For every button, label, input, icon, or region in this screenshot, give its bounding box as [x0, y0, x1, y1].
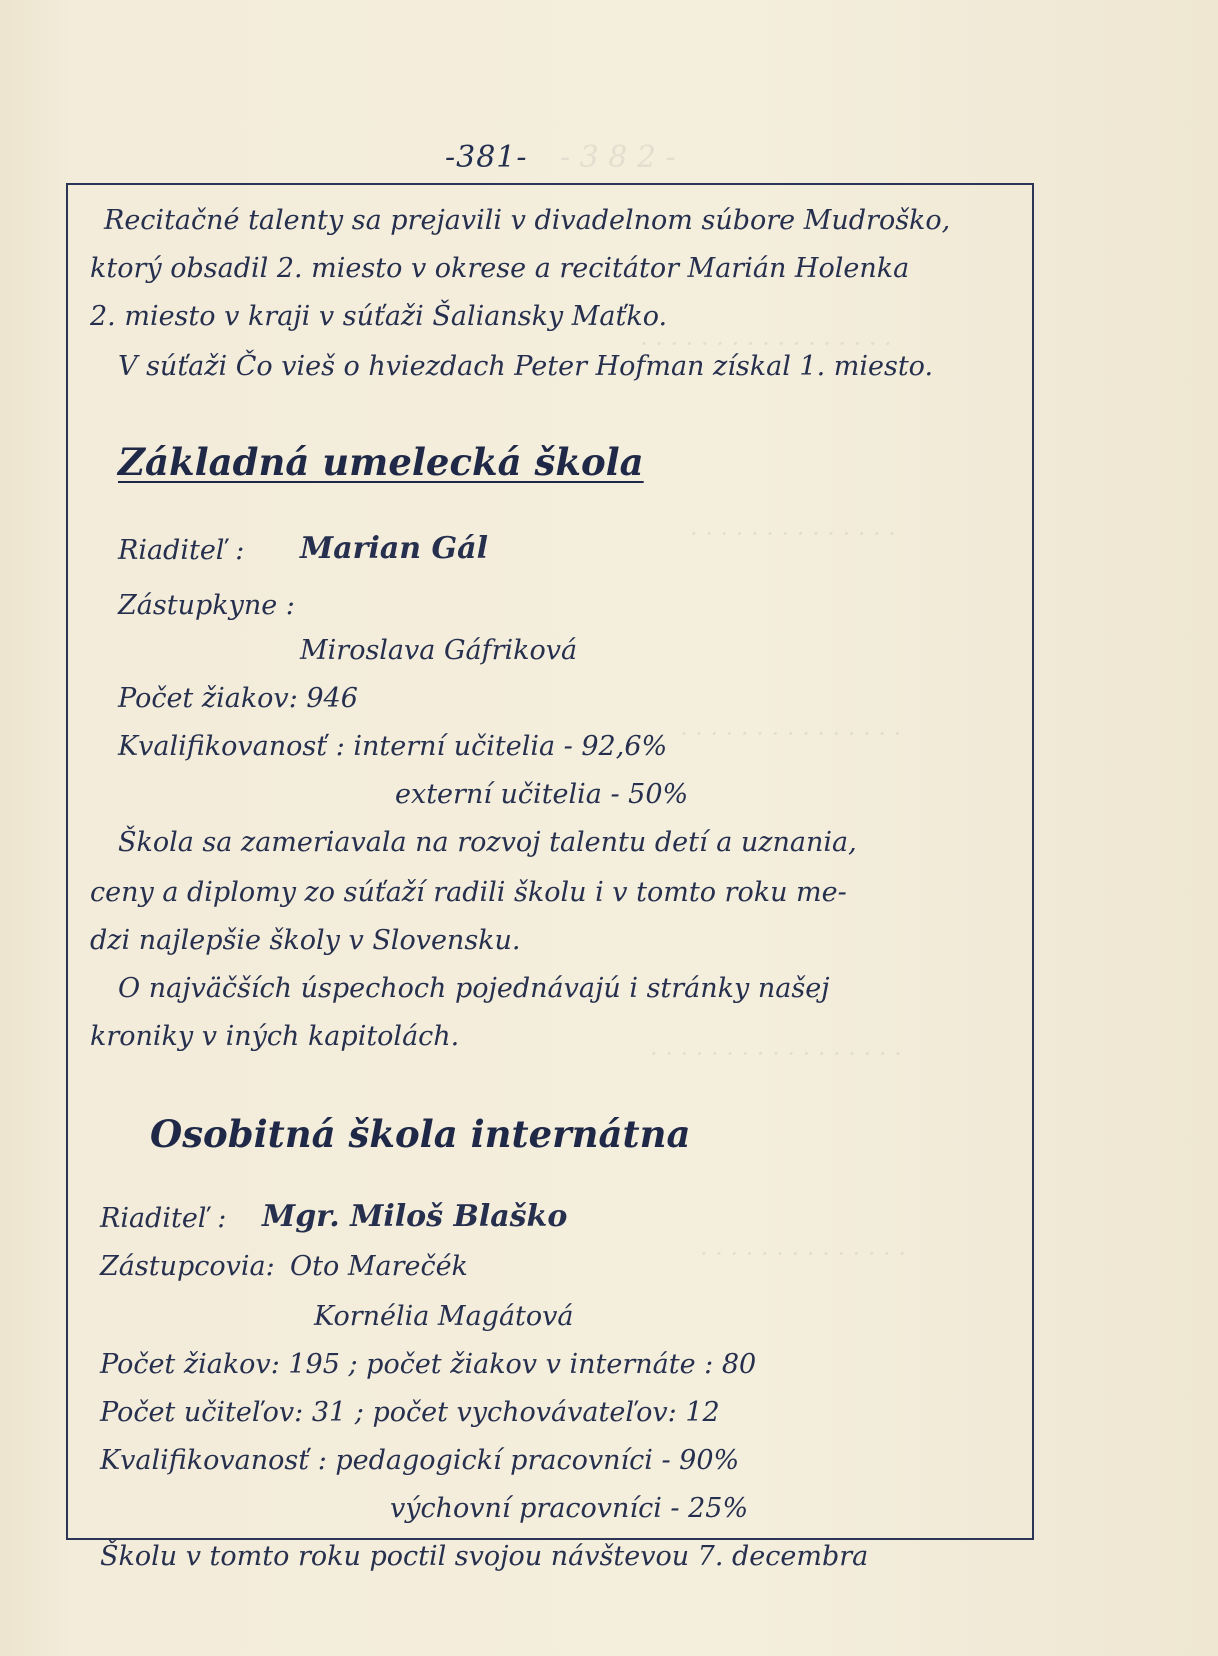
text-line: Recitačné talenty sa prejavili v divadelnom súbore Mudroško, — [104, 205, 951, 236]
text-line: V súťaži Čo vieš o hviezdach Peter Hofman získal 1. miesto. — [118, 351, 934, 382]
deputy-name: Miroslava Gáfriková — [300, 635, 578, 666]
director-name: Marian Gál — [300, 531, 488, 566]
qualification-internal: Kvalifikovanosť : interní učitelia - 92,6% — [118, 731, 668, 762]
section-heading-zus: Základná umelecká škola — [118, 440, 644, 484]
deputy-label: Zástupkyne : — [118, 590, 295, 621]
qualification-educators: výchovní pracovníci - 25% — [390, 1493, 749, 1524]
bleed-through-texture: · · · · · · · · · · · · · · · · · — [650, 1040, 902, 1068]
pupils-count: Počet žiakov: 195 ; počet žiakov v internáte : 80 — [100, 1349, 757, 1380]
bleed-through-texture: · · · · · · · · · · · · · · — [700, 1240, 906, 1268]
ruled-frame — [66, 183, 1034, 1540]
text-line: ceny a diplomy zo súťaží radili školu i v tomto roku me- — [90, 877, 847, 908]
qualification-pedagogical: Kvalifikovanosť : pedagogickí pracovníci - 90% — [100, 1445, 740, 1476]
text-line: ktorý obsadil 2. miesto v okrese a recitátor Marián Holenka — [90, 253, 910, 284]
director-label: Riaditeľ : — [100, 1203, 227, 1234]
text-line: kroniky v iných kapitolách. — [90, 1021, 460, 1052]
director-label: Riaditeľ : — [118, 535, 245, 566]
deputy-name: Kornélia Magátová — [314, 1301, 574, 1332]
bleed-through-texture: · · · · · · · · · · · · · · · — [680, 720, 902, 748]
qualification-external: externí učitelia - 50% — [395, 779, 689, 810]
text-line: O najväčších úspechoch pojednávajú i stránky našej — [118, 973, 830, 1004]
teachers-count: Počet učiteľov: 31 ; počet vychovávateľov: 12 — [100, 1397, 720, 1428]
text-line: Školu v tomto roku poctil svojou návštevou 7. decembra — [100, 1541, 869, 1572]
text-line: 2. miesto v kraji v súťaži Šaliansky Maťko. — [90, 301, 668, 332]
page-number: -381- — [445, 140, 528, 175]
director-name: Mgr. Miloš Blaško — [262, 1199, 568, 1234]
bleed-through-texture: · · · · · · · · · · · · · · · · · — [640, 330, 892, 358]
pupils-count: Počet žiakov: 946 — [118, 683, 358, 714]
section-heading-osi: Osobitná škola internátna — [150, 1112, 691, 1156]
text-line: dzi najlepšie školy v Slovensku. — [90, 925, 521, 956]
deputy-label: Zástupcovia: — [100, 1251, 275, 1282]
bleed-through-texture: · · · · · · · · · · · · · · — [690, 520, 896, 548]
bleed-through-texture: - 3 8 2 - — [560, 140, 676, 175]
text-line: Škola sa zameriavala na rozvoj talentu detí a uznania, — [118, 827, 857, 858]
deputy-name: Oto Marečék — [290, 1251, 468, 1282]
